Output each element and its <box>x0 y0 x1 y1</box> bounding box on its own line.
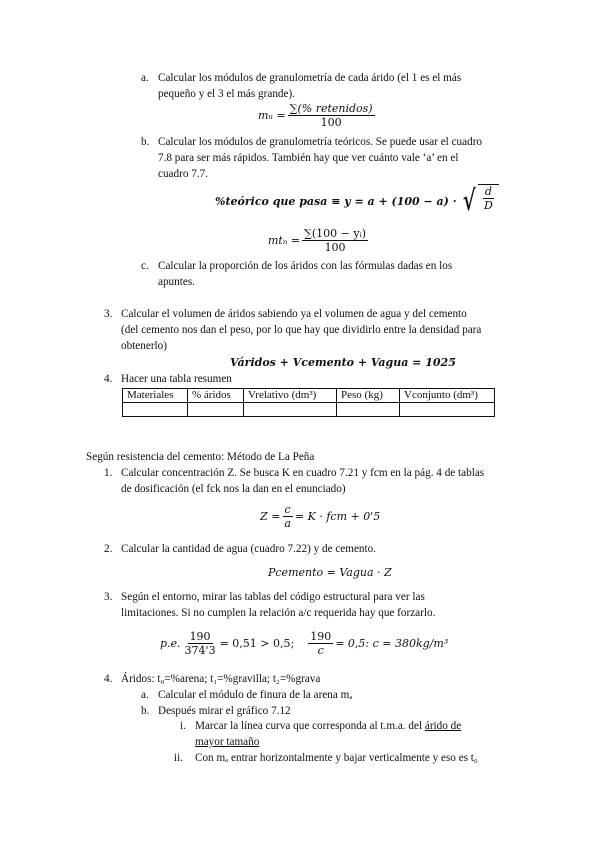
table-cell <box>123 403 188 417</box>
s4b-marker: b. <box>141 705 150 717</box>
step-b-line-1: Calcular los módulos de granulometría teóricos. Se puede usar el cuadro <box>158 136 483 148</box>
formula-z-den: a <box>284 517 291 530</box>
formula-teorico-sqrt-den: D <box>483 199 493 212</box>
formula-pe-mid: = 0,51 > 0,5; <box>219 637 295 650</box>
formula-volumen: Váridos + Vcemento + Vagua = 1025 <box>230 356 456 369</box>
table-header-cell: Peso (kg) <box>337 389 400 403</box>
table-cell <box>244 403 337 417</box>
formula-pe-den-1: 374'3 <box>184 644 216 657</box>
formula-mn-den: 100 <box>320 116 342 129</box>
formula-mn <box>258 102 377 129</box>
sqrt-radical-icon: √ <box>462 184 476 217</box>
s3-line-1: Según el entorno, mirar las tablas del código estructural para ver las <box>121 591 425 603</box>
s4a-marker: a. <box>141 689 149 701</box>
formula-mn-fraction <box>288 102 375 129</box>
table-row <box>123 403 495 417</box>
step-3-line-3: obtenerlo) <box>121 340 167 352</box>
formula-z-rhs: = K · fcm + 0'5 <box>294 510 381 523</box>
formula-pe <box>160 630 448 657</box>
formula-pe-den-2: c <box>317 644 324 657</box>
step-b-line-2: 7.8 para ser más rápidos. También hay que ver cuánto vale ‘a’ en el <box>158 152 459 164</box>
s4-text: Áridos: t₀=%arena; t₁=%gravilla; t₂=%grava <box>121 673 321 685</box>
s2-marker: 2. <box>104 543 113 555</box>
formula-pe-end: = 0,5: c = 380kg/m³ <box>335 637 449 650</box>
formula-pe-fraction-1 <box>183 630 218 657</box>
s1-line-1: Calcular concentración Z. Se busca K en cuadro 7.21 y fcm en la pág. 4 de tablas <box>121 467 485 479</box>
s4bii-text: Con mₐ entrar horizontalmente y bajar verticalmente y eso es t₀ <box>195 752 478 764</box>
table-header-cell: Materiales <box>123 389 188 403</box>
table-header-row <box>123 389 495 403</box>
formula-z-num: c <box>284 503 291 516</box>
formula-teorico-sqrt-num: d <box>484 185 492 198</box>
formula-mtn-num: ∑(100 − yᵢ) <box>304 227 367 240</box>
step-a-marker: a. <box>141 72 149 84</box>
formula-mn-num: ∑(% retenidos) <box>289 102 373 115</box>
table-header-cell: % áridos <box>188 389 244 403</box>
formula-teorico-lhs: %teórico que pasa ≡ y = a + (100 − a) · <box>215 194 457 208</box>
summary-table <box>122 388 495 417</box>
formula-mn-lhs: mₙ = <box>258 109 286 122</box>
s1-marker: 1. <box>104 467 113 479</box>
step-c-line-2: apuntes. <box>158 276 195 288</box>
s3-line-2: limitaciones. Si no cumplen la relación a/c requerida hay que forzarlo. <box>121 607 436 619</box>
step-c-marker: c. <box>141 260 149 272</box>
s4a-text: Calcular el módulo de finura de la arena mₐ <box>158 689 353 701</box>
formula-mtn <box>268 227 370 254</box>
step-4-marker: 4. <box>104 373 113 385</box>
formula-teorico <box>215 184 499 218</box>
s4bi-underlined-2: mayor tamaño <box>195 736 260 748</box>
step-a-line-2: pequeño y el 3 el más grande). <box>158 88 295 100</box>
s1-line-2: de dosificación (el fck nos la dan en el enunciado) <box>121 483 346 495</box>
formula-teorico-fraction <box>482 185 495 212</box>
s4bi-marker: i. <box>180 720 186 732</box>
s3-marker: 3. <box>104 591 113 603</box>
table-header-cell: Vrelativo (dm³) <box>244 389 337 403</box>
formula-teorico-sqrt <box>460 184 499 218</box>
step-b-line-3: cuadro 7.7. <box>158 168 209 180</box>
s2-text: Calcular la cantidad de agua (cuadro 7.22) y de cemento. <box>121 543 377 555</box>
table-cell <box>400 403 495 417</box>
formula-pcemento: Pcemento = Vagua · Z <box>268 566 392 579</box>
formula-pe-fraction-2 <box>308 630 333 657</box>
table-cell <box>188 403 244 417</box>
step-a-line-1: Calcular los módulos de granulometría de cada árido (el 1 es el más <box>158 72 462 84</box>
step-3-marker: 3. <box>104 308 113 320</box>
formula-z <box>260 503 380 530</box>
s4bi-underlined-1: árido de <box>424 720 462 732</box>
step-3-line-1: Calcular el volumen de áridos sabiendo ya el volumen de agua y del cemento <box>121 308 467 320</box>
step-b-marker: b. <box>141 136 150 148</box>
formula-pe-prefix: p.e. <box>160 637 181 650</box>
table-cell <box>337 403 400 417</box>
step-3-line-2: (del cemento nos dan el peso, por lo que hay que dividirlo entre la densidad para <box>121 324 482 336</box>
formula-z-lhs: Z = <box>260 510 281 523</box>
formula-pe-num-1: 190 <box>189 630 211 643</box>
s4-marker: 4. <box>104 673 113 685</box>
formula-teorico-sqrt-body <box>478 184 499 218</box>
s4bi-line-1 <box>195 719 461 735</box>
step-c-line-1: Calcular la proporción de los áridos con las fórmulas dadas en los <box>158 260 453 272</box>
formula-pe-num-2: 190 <box>310 630 332 643</box>
section-title: Según resistencia del cemento: Método de La Peña <box>86 451 315 463</box>
table-header-cell: Vconjunto (dm³) <box>400 389 495 403</box>
s4bii-marker: ii. <box>174 752 184 764</box>
s4bi-text: Marcar la línea curva que corresponda al t.m.a. del <box>195 720 425 732</box>
s4b-text: Después mirar el gráfico 7.12 <box>158 705 291 717</box>
formula-mtn-fraction <box>302 227 368 254</box>
step-4-text: Hacer una tabla resumen <box>121 373 232 385</box>
formula-mtn-lhs: mtₙ = <box>268 234 301 247</box>
formula-mtn-den: 100 <box>324 241 346 254</box>
formula-z-fraction <box>282 503 293 530</box>
